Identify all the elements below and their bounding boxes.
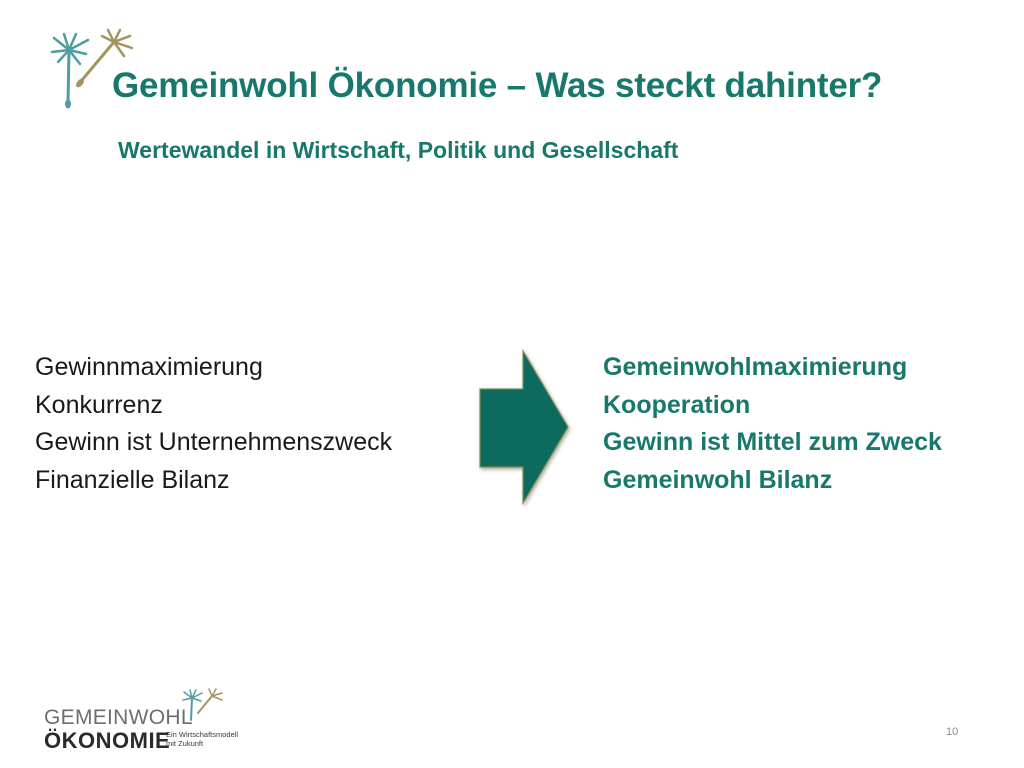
logo-word-gemeinwohl: GEMEINWOHL [44,706,193,729]
list-item: Gewinnmaximierung [35,353,263,381]
slide-subtitle: Wertewandel in Wirtschaft, Politik und Gesellschaft [118,137,679,163]
logo-tagline-line: Ein Wirtschaftsmodell [166,730,239,739]
list-item: Gewinn ist Mittel zum Zweck [603,428,942,456]
slide-title: Gemeinwohl Ökonomie – Was steckt dahinter? [112,66,883,105]
logo-tagline-line: mit Zukunft [166,739,204,748]
new-values-list [603,349,942,499]
list-item: Gemeinwohl Bilanz [603,465,833,494]
right-arrow-icon [476,347,574,509]
logo-word-oekonomie: ÖKONOMIE [44,728,171,753]
list-item: Konkurrenz [35,390,163,419]
old-values-list [35,349,392,499]
gemeinwohl-oekonomie-logo [44,688,250,752]
list-item: Gemeinwohlmaximierung [603,353,908,381]
page-number: 10 [946,726,959,738]
list-item: Gewinn ist Unternehmenszweck [35,428,393,456]
logo-tagline [166,730,238,748]
list-item: Finanzielle Bilanz [35,465,230,494]
list-item: Kooperation [603,390,751,419]
